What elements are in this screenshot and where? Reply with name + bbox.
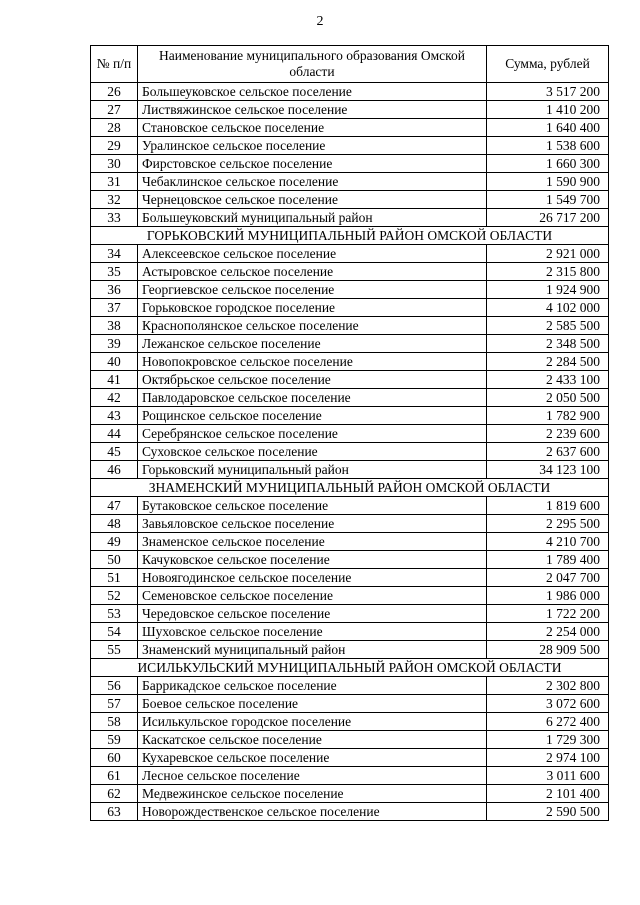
cell-name: Становское сельское поселение: [138, 119, 487, 137]
cell-num: 36: [91, 281, 138, 299]
section-row: [91, 479, 609, 497]
cell-sum: 34 123 100: [487, 461, 609, 479]
cell-num: 27: [91, 101, 138, 119]
cell-num: 52: [91, 587, 138, 605]
table-row: [91, 299, 609, 317]
cell-num: 34: [91, 245, 138, 263]
cell-name: Горьковское городское поселение: [138, 299, 487, 317]
cell-num: 50: [91, 551, 138, 569]
cell-name: Краснополянское сельское поселение: [138, 317, 487, 335]
cell-num: 47: [91, 497, 138, 515]
table-row: [91, 191, 609, 209]
cell-num: 30: [91, 155, 138, 173]
cell-num: 51: [91, 569, 138, 587]
cell-sum: 1 789 400: [487, 551, 609, 569]
table-row: [91, 749, 609, 767]
table-row: [91, 173, 609, 191]
table-row: [91, 407, 609, 425]
cell-num: 37: [91, 299, 138, 317]
cell-name: Знаменское сельское поселение: [138, 533, 487, 551]
cell-name: Фирстовское сельское поселение: [138, 155, 487, 173]
header-sum: Сумма, рублей: [487, 46, 609, 83]
cell-sum: 1 538 600: [487, 137, 609, 155]
cell-sum: 1 660 300: [487, 155, 609, 173]
table-row: [91, 461, 609, 479]
cell-num: 31: [91, 173, 138, 191]
cell-name: Шуховское сельское поселение: [138, 623, 487, 641]
cell-sum: 28 909 500: [487, 641, 609, 659]
table-row: [91, 713, 609, 731]
table-row: [91, 317, 609, 335]
cell-num: 33: [91, 209, 138, 227]
cell-num: 42: [91, 389, 138, 407]
cell-sum: 2 302 800: [487, 677, 609, 695]
cell-name: Георгиевское сельское поселение: [138, 281, 487, 299]
cell-sum: 26 717 200: [487, 209, 609, 227]
section-title: ИСИЛЬКУЛЬСКИЙ МУНИЦИПАЛЬНЫЙ РАЙОН ОМСКОЙ ОБЛАСТИ: [91, 659, 609, 677]
cell-sum: 2 585 500: [487, 317, 609, 335]
cell-name: Чередовское сельское поселение: [138, 605, 487, 623]
cell-sum: 3 011 600: [487, 767, 609, 785]
table-row: [91, 119, 609, 137]
cell-sum: 2 974 100: [487, 749, 609, 767]
cell-sum: 2 637 600: [487, 443, 609, 461]
table-row: [91, 281, 609, 299]
cell-num: 32: [91, 191, 138, 209]
cell-name: Завьяловское сельское поселение: [138, 515, 487, 533]
cell-num: 60: [91, 749, 138, 767]
table-row: [91, 155, 609, 173]
cell-name: Кухаревское сельское поселение: [138, 749, 487, 767]
cell-name: Новорождественское сельское поселение: [138, 803, 487, 821]
cell-num: 55: [91, 641, 138, 659]
cell-num: 35: [91, 263, 138, 281]
table-row: [91, 677, 609, 695]
cell-name: Знаменский муниципальный район: [138, 641, 487, 659]
cell-sum: 2 921 000: [487, 245, 609, 263]
cell-sum: 2 050 500: [487, 389, 609, 407]
table-row: [91, 371, 609, 389]
cell-num: 49: [91, 533, 138, 551]
cell-name: Лежанское сельское поселение: [138, 335, 487, 353]
cell-num: 54: [91, 623, 138, 641]
cell-name: Большеуковское сельское поселение: [138, 83, 487, 101]
cell-name: Рощинское сельское поселение: [138, 407, 487, 425]
cell-num: 63: [91, 803, 138, 821]
table-row: [91, 731, 609, 749]
cell-num: 57: [91, 695, 138, 713]
table-header-row: [91, 46, 609, 83]
cell-sum: 4 102 000: [487, 299, 609, 317]
section-title: ЗНАМЕНСКИЙ МУНИЦИПАЛЬНЫЙ РАЙОН ОМСКОЙ ОБЛАСТИ: [91, 479, 609, 497]
cell-name: Алексеевское сельское поселение: [138, 245, 487, 263]
cell-num: 39: [91, 335, 138, 353]
cell-name: Новоягодинское сельское поселение: [138, 569, 487, 587]
cell-sum: 1 549 700: [487, 191, 609, 209]
cell-name: Большеуковский муниципальный район: [138, 209, 487, 227]
cell-sum: 1 590 900: [487, 173, 609, 191]
cell-name: Каскатское сельское поселение: [138, 731, 487, 749]
cell-num: 40: [91, 353, 138, 371]
cell-num: 56: [91, 677, 138, 695]
cell-sum: 1 819 600: [487, 497, 609, 515]
table-row: [91, 335, 609, 353]
cell-sum: 3 517 200: [487, 83, 609, 101]
cell-sum: 2 101 400: [487, 785, 609, 803]
table-row: [91, 767, 609, 785]
cell-name: Баррикадское сельское поселение: [138, 677, 487, 695]
table-row: [91, 137, 609, 155]
cell-num: 26: [91, 83, 138, 101]
cell-sum: 2 315 800: [487, 263, 609, 281]
page-number: 2: [316, 14, 324, 29]
table-row: [91, 245, 609, 263]
cell-name: Боевое сельское поселение: [138, 695, 487, 713]
cell-num: 53: [91, 605, 138, 623]
cell-num: 43: [91, 407, 138, 425]
cell-name: Исилькульское городское поселение: [138, 713, 487, 731]
table-row: [91, 83, 609, 101]
cell-num: 44: [91, 425, 138, 443]
cell-num: 29: [91, 137, 138, 155]
cell-num: 45: [91, 443, 138, 461]
header-num: № п/п: [91, 46, 138, 83]
table-row: [91, 263, 609, 281]
cell-name: Лесное сельское поселение: [138, 767, 487, 785]
table-row: [91, 515, 609, 533]
table-row: [91, 353, 609, 371]
table-row: [91, 623, 609, 641]
cell-sum: 2 254 000: [487, 623, 609, 641]
table-row: [91, 803, 609, 821]
table-body: [91, 83, 609, 821]
table-row: [91, 209, 609, 227]
cell-num: 28: [91, 119, 138, 137]
cell-name: Семеновское сельское поселение: [138, 587, 487, 605]
cell-num: 38: [91, 317, 138, 335]
cell-num: 41: [91, 371, 138, 389]
cell-name: Горьковский муниципальный район: [138, 461, 487, 479]
cell-sum: 2 433 100: [487, 371, 609, 389]
table-row: [91, 695, 609, 713]
cell-num: 59: [91, 731, 138, 749]
table-row: [91, 785, 609, 803]
section-title: ГОРЬКОВСКИЙ МУНИЦИПАЛЬНЫЙ РАЙОН ОМСКОЙ ОБЛАСТИ: [91, 227, 609, 245]
cell-sum: 1 924 900: [487, 281, 609, 299]
table-row: [91, 443, 609, 461]
cell-num: 46: [91, 461, 138, 479]
cell-name: Новопокровское сельское поселение: [138, 353, 487, 371]
cell-sum: 1 722 200: [487, 605, 609, 623]
table-row: [91, 497, 609, 515]
cell-sum: 2 590 500: [487, 803, 609, 821]
cell-num: 62: [91, 785, 138, 803]
cell-sum: 2 295 500: [487, 515, 609, 533]
cell-name: Медвежинское сельское поселение: [138, 785, 487, 803]
table-row: [91, 101, 609, 119]
cell-name: Павлодаровское сельское поселение: [138, 389, 487, 407]
table-row: [91, 569, 609, 587]
cell-name: Серебрянское сельское поселение: [138, 425, 487, 443]
header-name: Наименование муниципального образования Омской области: [138, 46, 487, 83]
cell-sum: 1 410 200: [487, 101, 609, 119]
cell-name: Качуковское сельское поселение: [138, 551, 487, 569]
cell-num: 61: [91, 767, 138, 785]
cell-num: 58: [91, 713, 138, 731]
cell-sum: 6 272 400: [487, 713, 609, 731]
cell-num: 48: [91, 515, 138, 533]
cell-sum: 3 072 600: [487, 695, 609, 713]
budget-table: [90, 45, 609, 821]
cell-name: Астыровское сельское поселение: [138, 263, 487, 281]
cell-sum: 4 210 700: [487, 533, 609, 551]
cell-sum: 1 986 000: [487, 587, 609, 605]
cell-name: Бутаковское сельское поселение: [138, 497, 487, 515]
table-row: [91, 533, 609, 551]
cell-name: Уралинское сельское поселение: [138, 137, 487, 155]
cell-sum: 2 284 500: [487, 353, 609, 371]
table-row: [91, 425, 609, 443]
table-row: [91, 389, 609, 407]
cell-sum: 1 640 400: [487, 119, 609, 137]
cell-name: Октябрьское сельское поселение: [138, 371, 487, 389]
cell-sum: 2 348 500: [487, 335, 609, 353]
cell-sum: 2 047 700: [487, 569, 609, 587]
table-row: [91, 587, 609, 605]
table-row: [91, 641, 609, 659]
table-row: [91, 551, 609, 569]
cell-sum: 2 239 600: [487, 425, 609, 443]
cell-sum: 1 729 300: [487, 731, 609, 749]
cell-name: Листвяжинское сельское поселение: [138, 101, 487, 119]
cell-name: Чебаклинское сельское поселение: [138, 173, 487, 191]
section-row: [91, 227, 609, 245]
cell-name: Чернецовское сельское поселение: [138, 191, 487, 209]
table-row: [91, 605, 609, 623]
section-row: [91, 659, 609, 677]
cell-name: Суховское сельское поселение: [138, 443, 487, 461]
cell-sum: 1 782 900: [487, 407, 609, 425]
